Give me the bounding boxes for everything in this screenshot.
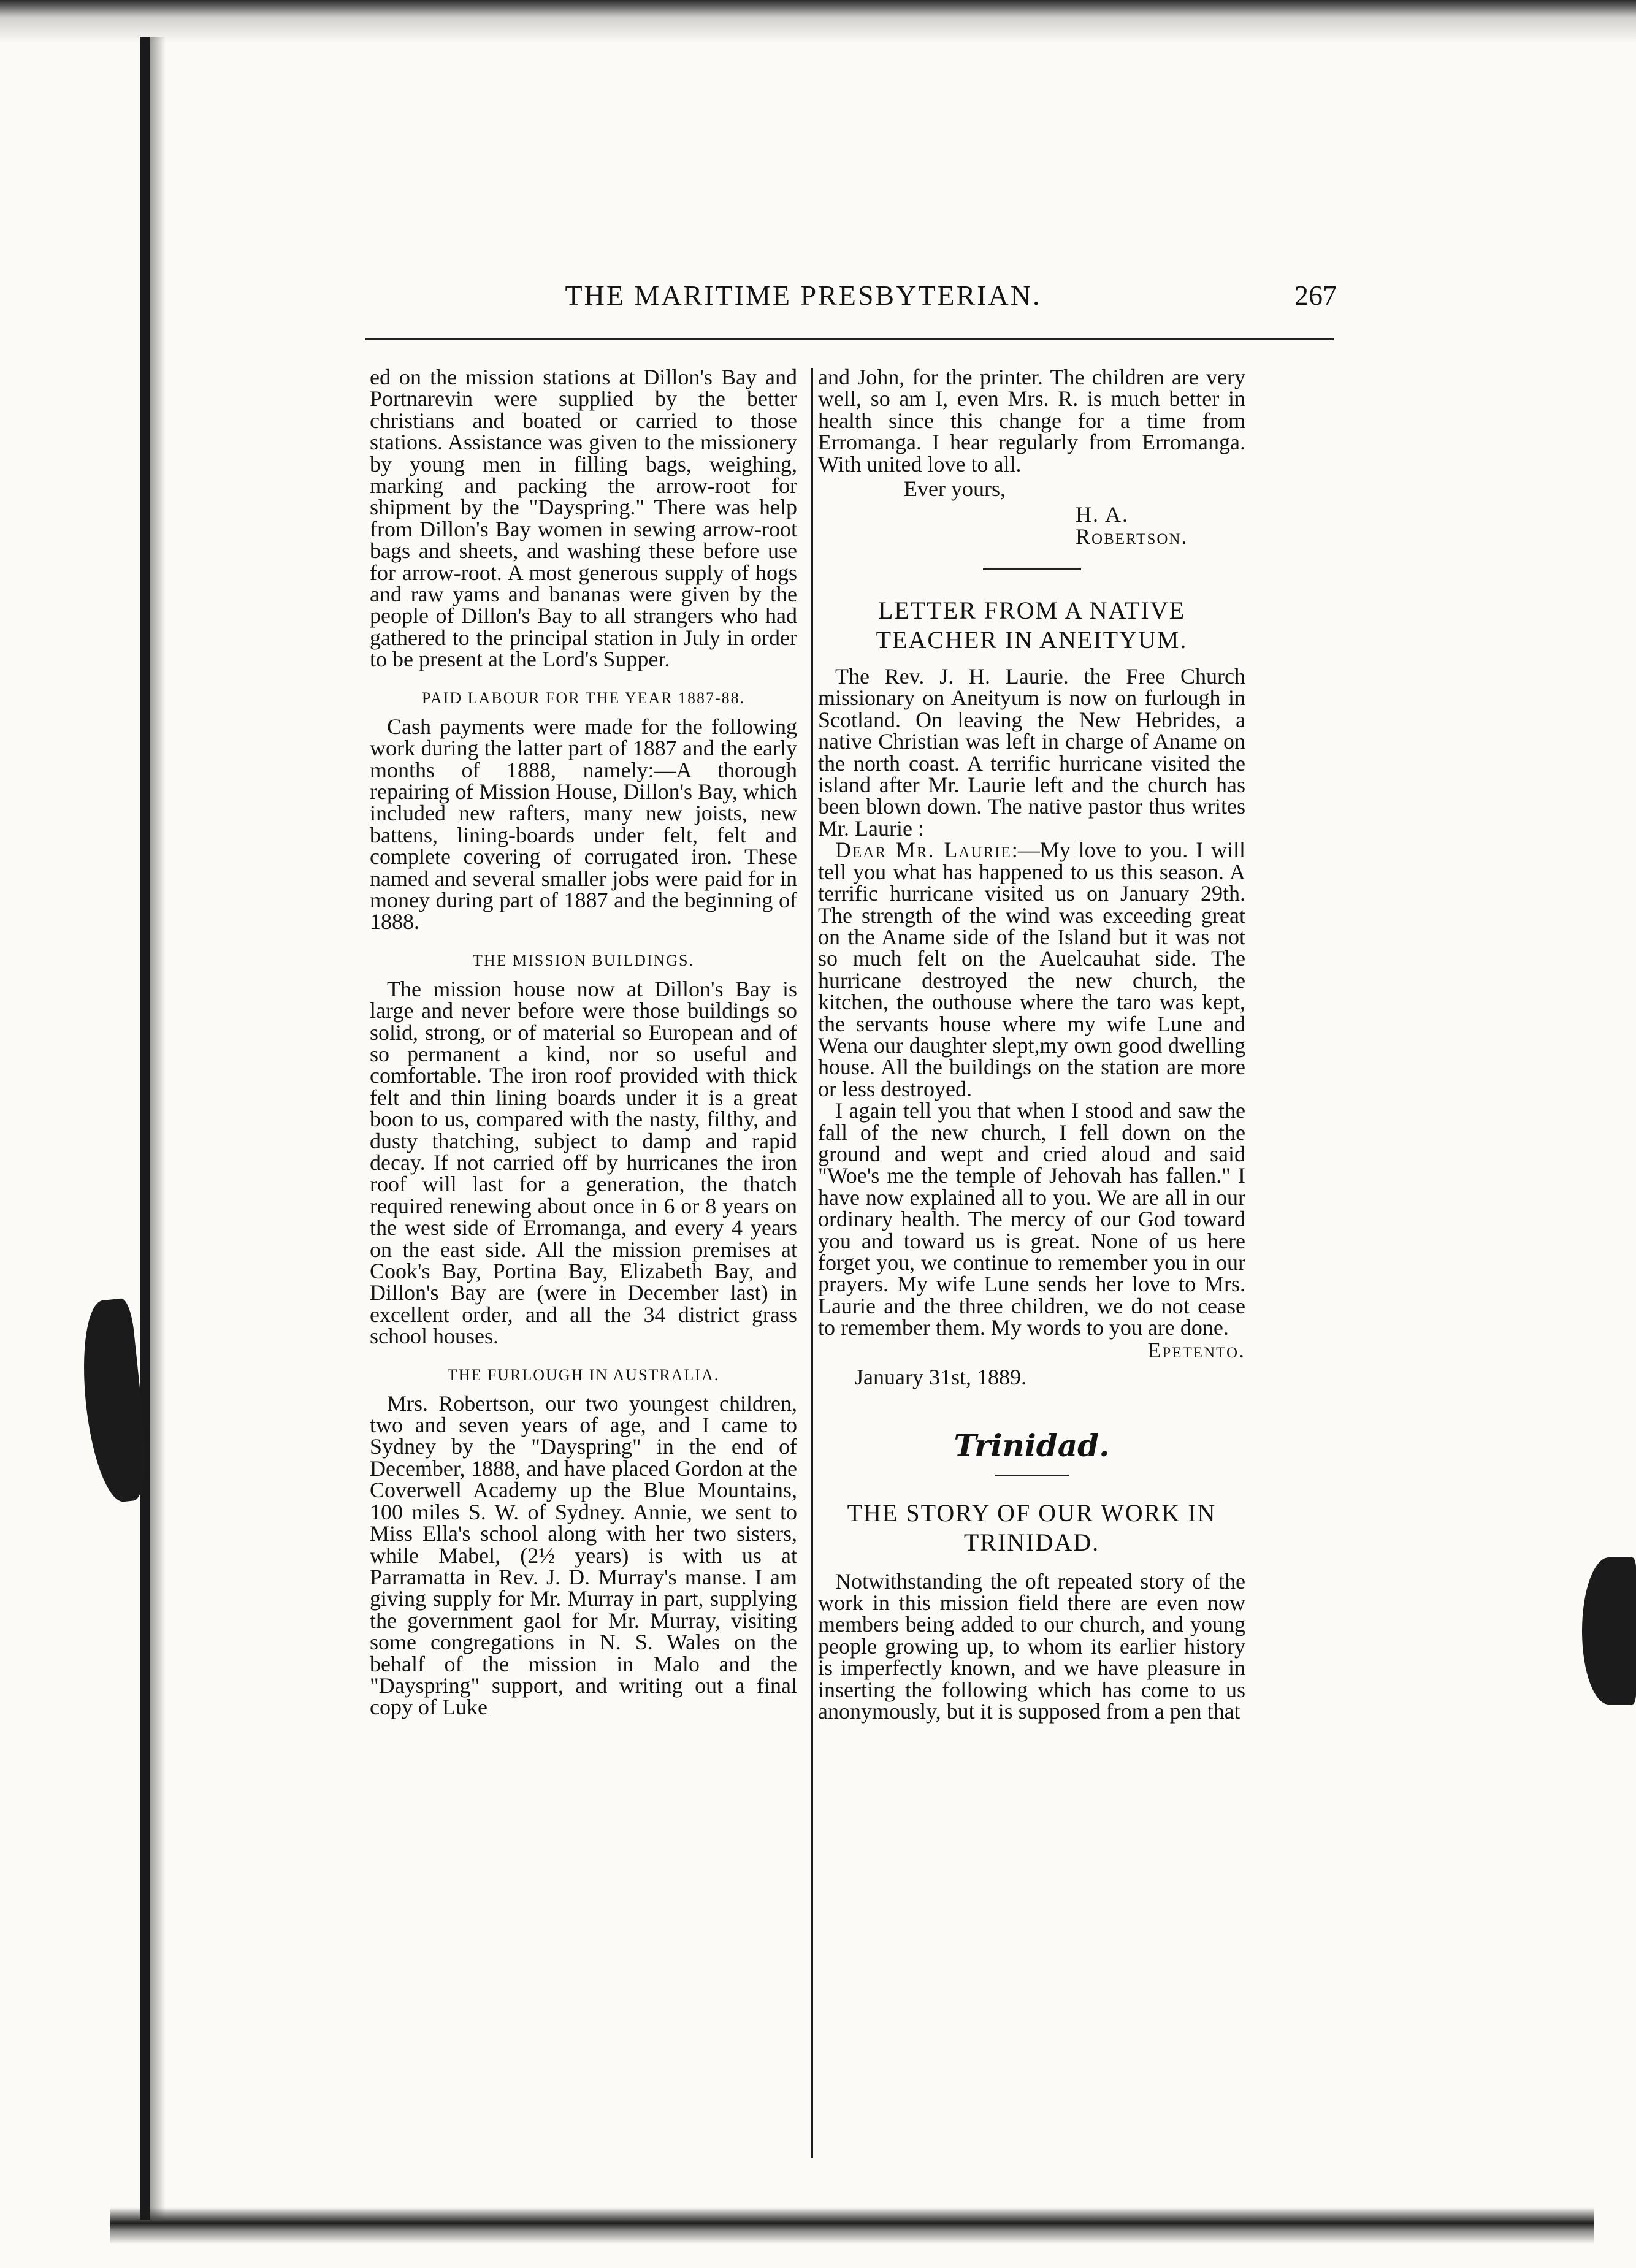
article-title-letter: LETTER FROM A NATIVE TEACHER IN ANEITYUM.: [876, 597, 1188, 654]
paragraph: Cash payments were made for the following work during the latter part of 1887 and the early months of 1888, namely:—A thorough repairing of Mission House, Dillon's Bay, which included new rafters, many new joists, new battens, lining-boards under felt, felt and complete covering of corrugated iron. These named and several smaller jobs were paid for in money during part of 1887 and the beginning of 1888.: [370, 714, 797, 934]
letter-signature-epetento: Epetento.: [1147, 1337, 1245, 1362]
paragraph: The Rev. J. H. Laurie. the Free Church missionary on Aneityum is now on furlough in Scotland. On leaving the New Hebrides, a native Christian was left in charge of Aname on the north coast. A terrific hurricane visited the island after Mr. Laurie left and the church has been blown down. The native pastor thus writes Mr. Laurie :: [818, 664, 1245, 841]
subheading-paid-labour: PAID LABOUR FOR THE YEAR 1887-88.: [421, 689, 746, 707]
section-rule: [983, 568, 1081, 570]
letter-signature: H. A. Robertson.: [1076, 502, 1188, 549]
paragraph: I again tell you that when I stood and saw the fall of the new church, I fell down on the ground and wept and cried aloud and said "Woe's me the temple of Jehovah has fallen." I have now explained all to you. We are all in our ordinary health. The mercy of our God toward you and toward us is great. None of us here forget you, we continue to remember you in our prayers. My wife Lune sends her love to Mrs. Laurie and the three children, we do not cease to remember them. My words to you are done.: [818, 1098, 1245, 1340]
subheading-furlough: THE FURLOUGH IN AUSTRALIA.: [447, 1365, 720, 1384]
running-title: THE MARITIME PRESBYTERIAN.: [565, 280, 1042, 311]
binding-shadow: [150, 37, 166, 2220]
paragraph: and John, for the printer. The children are very well, so am I, even Mrs. R. is much better in health since this change for a time from Erromanga. I hear regularly from Erromanga. With united love to all.: [818, 365, 1245, 476]
section-heading-trinidad: Trinidad.: [954, 1427, 1110, 1464]
letter-date: January 31st, 1889.: [855, 1364, 1026, 1389]
paragraph: Notwithstanding the oft repeated story of the work in this mission field there are even now members being added to our church, and young people growing up, to whom its earlier history is imperfectly known, and we have pleasure in inserting the following which has come to us anonymously, but it is supposed from a pen that: [818, 1568, 1245, 1724]
scan-bottom-edge: [110, 2207, 1594, 2244]
section-rule: [995, 1475, 1069, 1476]
paragraph: [818, 839, 1245, 1100]
subheading-mission-buildings: THE MISSION BUILDINGS.: [472, 951, 695, 969]
binding-edge: [140, 37, 150, 2220]
paragraph: Mrs. Robertson, our two youngest children, two and seven years of age, and I came to Sydney by the "Dayspring" in the end of December, 1888, and have placed Gordon at the Coverwell Academy up the Blue Mountains, 100 miles S. W. of Sydney. Annie, we sent to Miss Ella's school along with her two sisters, while Mabel, (2½ years) is with us at Parramatta in Rev. J. D. Murray's manse. I am giving supply for Mr. Murray in part, supplying the government gaol for Mr. Murray, visiting some congregations in N. S. Wales on the behalf of the mission in Malo and the "Dayspring" support, and writing out a final copy of Luke: [370, 1391, 797, 1720]
right-column: [818, 367, 1245, 1722]
letter-closing: Ever yours,: [904, 476, 1006, 502]
scan-top-edge: [0, 0, 1636, 49]
ink-blot-right: [1582, 1557, 1636, 1705]
header-rule: [365, 338, 1334, 340]
paragraph: The mission house now at Dillon's Bay is large and never before were those buildings so solid, strong, or of material so European and of so permanent a kind, nor so useful and comfortable. The iron roof provided with thick felt and thin lining boards under it is a great boon to us, compared with the nasty, filthy, and dusty thatching, subject to damp and rapid decay. If not carried off by hurricanes the iron roof will last for a generation, the thatch required renewing about once in 6 or 8 years on the west side of Erromanga, and every 4 years on the east side. All the mission premises at Cook's Bay, Portina Bay, Elizabeth Bay, and Dillon's Bay are (were in December last) in excellent order, and all the 34 district grass school houses.: [370, 976, 797, 1349]
left-column: [370, 367, 797, 1719]
article-title-story: THE STORY OF OUR WORK IN TRINIDAD.: [847, 1499, 1217, 1556]
salutation: Dear Mr. Laurie: [835, 838, 1012, 863]
page-number: 267: [1294, 280, 1337, 311]
paragraph-text: :—My love to you. I will tell you what has happened to us this season. A terrific hurricane visited us on January 29th. The strength of the wind was exceeding great on the Aname side of the Island but it was not so much felt on the Auelcauhat side. The hurricane destroyed the new church, the kitchen, the outhouse where the taro was kept, the servants house where my wife Lune and Wena our daughter slept,my own good dwelling house. All the buildings on the station are more or less destroyed.: [818, 838, 1245, 1101]
column-rule: [811, 368, 813, 2158]
paragraph: ed on the mission stations at Dillon's Bay and Portnarevin were supplied by the better christians and boated or carried to those stations. Assistance was given to the missionery by young men in filling bags, weighing, marking and packing the arrow-root for shipment by the "Dayspring." There was help from Dillon's Bay women in sewing arrow-root bags and sheets, and washing these before use for arrow-root. A most generous supply of hogs and raw yams and bananas were given by the people of Dillon's Bay to all strangers who had gathered to the principal station in July in order to be present at the Lord's Supper.: [370, 365, 797, 672]
